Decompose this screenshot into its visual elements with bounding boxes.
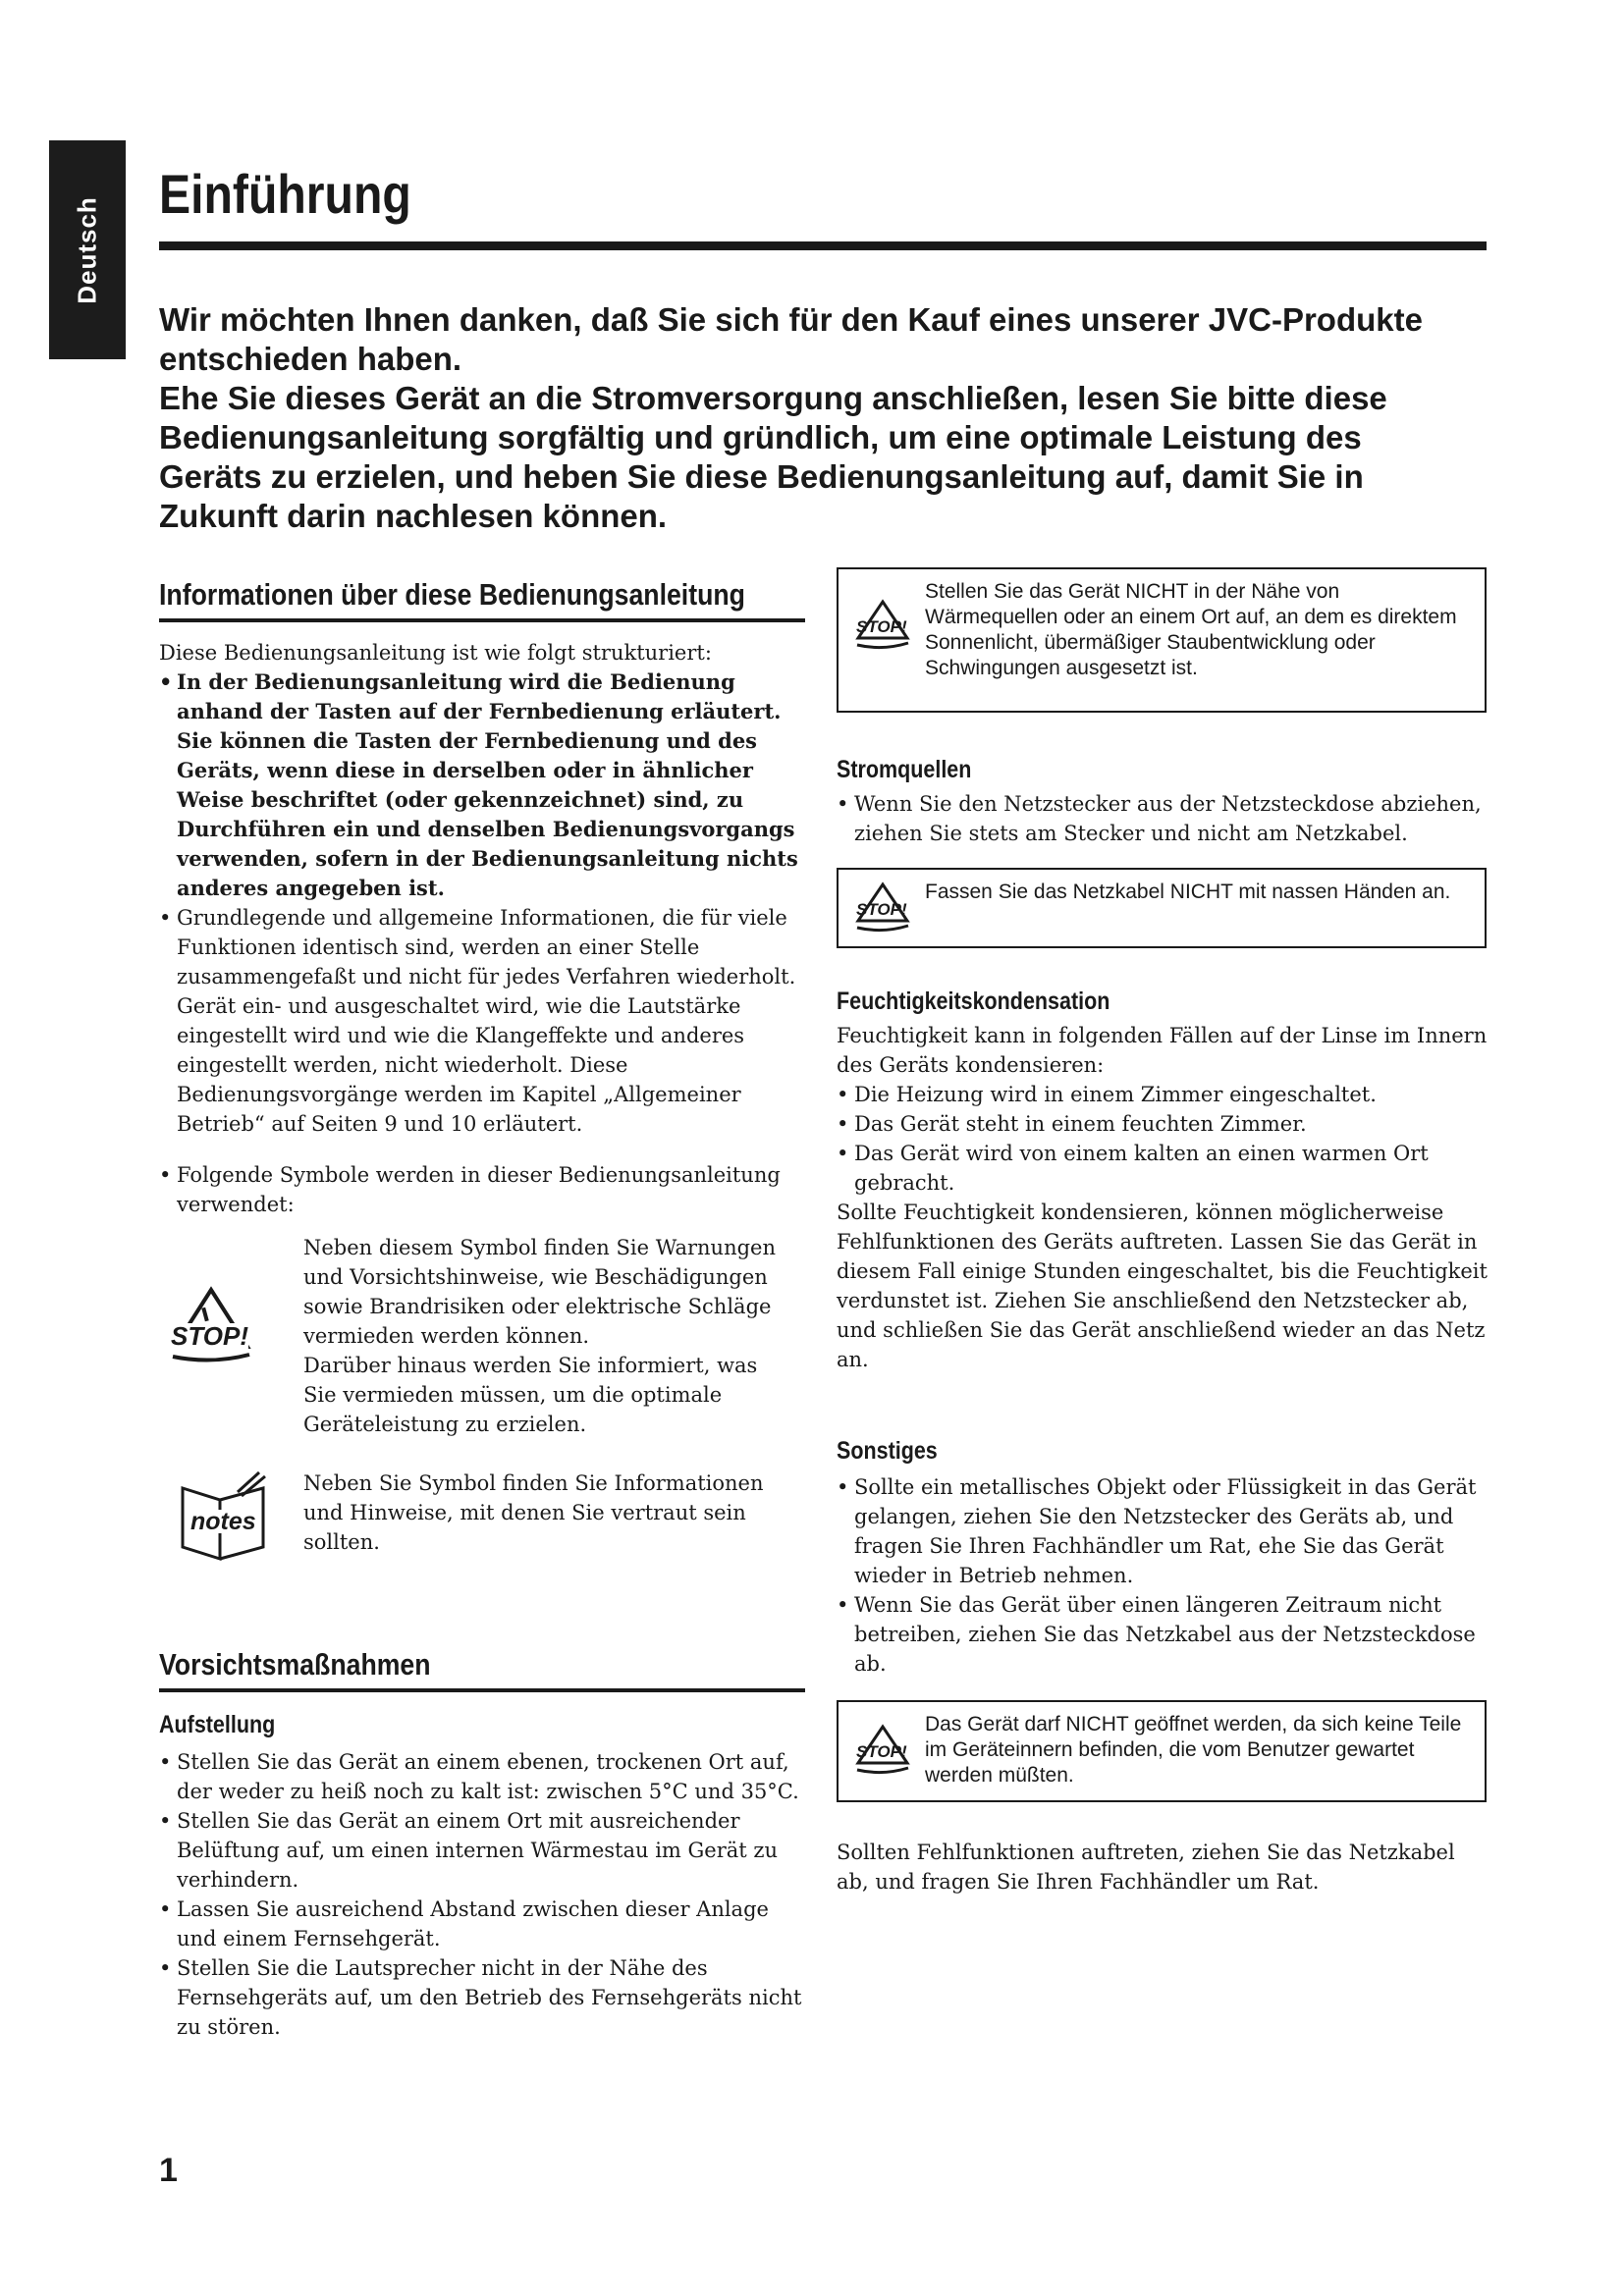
stop-text-2: Darüber hinaus werden Sie informiert, was Sie vermieden müssen, um die optimale Geräteleistung zu erzielen. <box>303 1354 758 1436</box>
page-title: Einführung <box>159 163 411 225</box>
stop-icon <box>854 881 911 933</box>
condensation-item: • Das Gerät steht in einem feuchten Zimmer. <box>837 1109 1489 1139</box>
precautions-divider <box>159 1688 805 1692</box>
setup-item: • Stellen Sie das Gerät an einem ebenen, trockenen Ort auf, der weder zu heiß noch zu kalt ist: zwischen 5°C und 35°C. <box>159 1747 807 1806</box>
info-bullet-1b: Sie können die Tasten der Fernbedienung und des Geräts, wenn diese in derselben oder in ähnlicher Weise beschriftet (oder gekennzeichnet) sind, zu Durchführen ein und denselben Bedienungsvorgangs verwenden, sofern in der Bedienungsanleitung nichts anderes angegeben ist. <box>177 728 798 900</box>
stop-text-1: Neben diesem Symbol finden Sie Warnungen und Vorsichtshinweise, wie Beschädigungen sowie Brandrisiken oder elektrische Schläge vermieden werden können. <box>303 1236 776 1348</box>
page-number: 1 <box>159 2152 178 2189</box>
info-heading: Informationen über diese Bedienungsanleitung <box>159 577 745 612</box>
info-bullet-3: • Folgende Symbole werden in dieser Bedienungsanleitung verwendet: <box>159 1160 807 1219</box>
stop-icon <box>854 599 911 650</box>
info-bullet-2: • Grundlegende und allgemeine Informationen, die für viele Funktionen identisch sind, werden an einer Stelle zusammengefaßt und nicht für jedes Verfahren wiederholt. Gerät ein- und ausgeschaltet wird, wie die Lautstärke eingestellt wird und wie die Klangeffekte und anderes eingestellt werden, nicht wiederholt. Diese Bedienungsvorgänge werden im Kapitel „Allgemeiner Betrieb“ auf Seiten 9 und 10 erläutert. <box>159 903 807 1139</box>
svg-text:STOP!: STOP! <box>856 617 907 636</box>
svg-text:STOP!: STOP! <box>856 900 907 919</box>
final-text: Sollten Fehlfunktionen auftreten, ziehen Sie das Netzkabel ab, und fragen Sie Ihren Fachhändler um Rat. <box>837 1841 1455 1894</box>
condensation-heading: Feuchtigkeitskondensation <box>837 988 1110 1015</box>
precautions-heading: Vorsichtsmaßnahmen <box>159 1647 431 1682</box>
info-body <box>159 638 807 1219</box>
misc-list <box>837 1472 1489 1679</box>
intro-thanks: Wir möchten Ihnen danken, daß Sie sich für den Kauf eines unserer JVC-Produkte entschieden haben. <box>159 301 1423 377</box>
condensation-item: • Das Gerät wird von einem kalten an einen warmen Ort gebracht. <box>837 1139 1489 1198</box>
notes-description <box>303 1468 794 1557</box>
intro-block <box>159 300 1435 536</box>
setup-item: • Stellen Sie das Gerät an einem Ort mit ausreichender Belüftung auf, um einen internen Wärmestau im Gerät zu verhindern. <box>159 1806 807 1895</box>
warning-wet-hands-text: Fassen Sie das Netzkabel NICHT mit nassen Händen an. <box>925 881 1451 903</box>
svg-text:STOP!: STOP! <box>856 1742 907 1761</box>
warning-open-device-text: Das Gerät darf NICHT geöffnet werden, da sich keine Teile im Geräteinnern befinden, die vom Benutzer gewartet werden müßten. <box>925 1713 1462 1787</box>
stop-description <box>303 1233 794 1439</box>
info-intro: Diese Bedienungsanleitung ist wie folgt strukturiert: <box>159 641 712 665</box>
stop-icon <box>169 1286 253 1364</box>
notes-text: Neben Sie Symbol finden Sie Informationen und Hinweise, mit denen Sie vertraut sein sollten. <box>303 1471 764 1554</box>
notes-icon-label: notes <box>190 1508 256 1535</box>
info-bullet-1a: • In der Bedienungsanleitung wird die Bedienung anhand der Tasten auf der Fernbedienung erläutert. <box>159 667 807 726</box>
stop-icon <box>854 1724 911 1775</box>
warning-box-heat <box>837 567 1487 713</box>
setup-item: • Stellen Sie die Lautsprecher nicht in der Nähe des Fernsehgeräts auf, um den Betrieb des Fernsehgeräts nicht zu stören. <box>159 1953 807 2042</box>
warning-box-wet-hands <box>837 868 1487 948</box>
intro-read: Ehe Sie dieses Gerät an die Stromversorgung anschließen, lesen Sie bitte diese Bedienungsanleitung sorgfältig und gründlich, um eine optimale Leistung des Geräts zu erzielen, und heben Sie diese Bedienungsanleitung auf, damit Sie in Zukunft darin nachlesen können. <box>159 380 1387 534</box>
misc-heading: Sonstiges <box>837 1437 938 1465</box>
info-divider <box>159 618 805 622</box>
setup-list <box>159 1747 807 2042</box>
condensation-body <box>837 1021 1489 1374</box>
setup-heading: Aufstellung <box>159 1711 276 1738</box>
misc-item: • Wenn Sie das Gerät über einen längeren Zeitraum nicht betreiben, ziehen Sie das Netzkabel aus der Netzsteckdose ab. <box>837 1590 1489 1679</box>
notes-icon <box>169 1470 277 1563</box>
final-note <box>837 1838 1489 1896</box>
language-tab-label: Deutsch <box>72 195 102 304</box>
condensation-intro: Feuchtigkeit kann in folgenden Fällen auf der Linse im Innern des Geräts kondensieren: <box>837 1024 1488 1077</box>
power-list <box>837 789 1489 848</box>
misc-item: • Sollte ein metallisches Objekt oder Flüssigkeit in das Gerät gelangen, ziehen Sie den Netzstecker des Geräts ab, und fragen Sie Ihren Fachhändler um Rat, ehe Sie das Gerät wieder in Betrieb nehmen. <box>837 1472 1489 1590</box>
warning-box-open-device <box>837 1700 1487 1802</box>
power-item: • Wenn Sie den Netzstecker aus der Netzsteckdose abziehen, ziehen Sie stets am Stecker und nicht am Netzkabel. <box>837 789 1489 848</box>
warning-heat-text: Stellen Sie das Gerät NICHT in der Nähe von Wärmequellen oder an einem Ort auf, an dem es direktem Sonnenlicht, übermäßiger Staubentwicklung oder Schwingungen ausgesetzt ist. <box>925 580 1457 679</box>
stop-icon-label: STOP! <box>171 1321 248 1351</box>
condensation-item: • Die Heizung wird in einem Zimmer eingeschaltet. <box>837 1080 1489 1109</box>
condensation-text: Sollte Feuchtigkeit kondensieren, können möglicherweise Fehlfunktionen des Geräts auftreten. Lassen Sie das Gerät in diesem Fall einige Stunden eingeschaltet, bis die Feuchtigkeit verdunstet ist. Ziehen Sie anschließend den Netzstecker ab, und schließen Sie das Gerät anschließend wieder an das Netz an. <box>837 1201 1488 1371</box>
language-tab <box>49 140 126 359</box>
power-heading: Stromquellen <box>837 756 972 783</box>
title-divider <box>159 241 1487 250</box>
setup-item: • Lassen Sie ausreichend Abstand zwischen dieser Anlage und einem Fernsehgerät. <box>159 1895 807 1953</box>
